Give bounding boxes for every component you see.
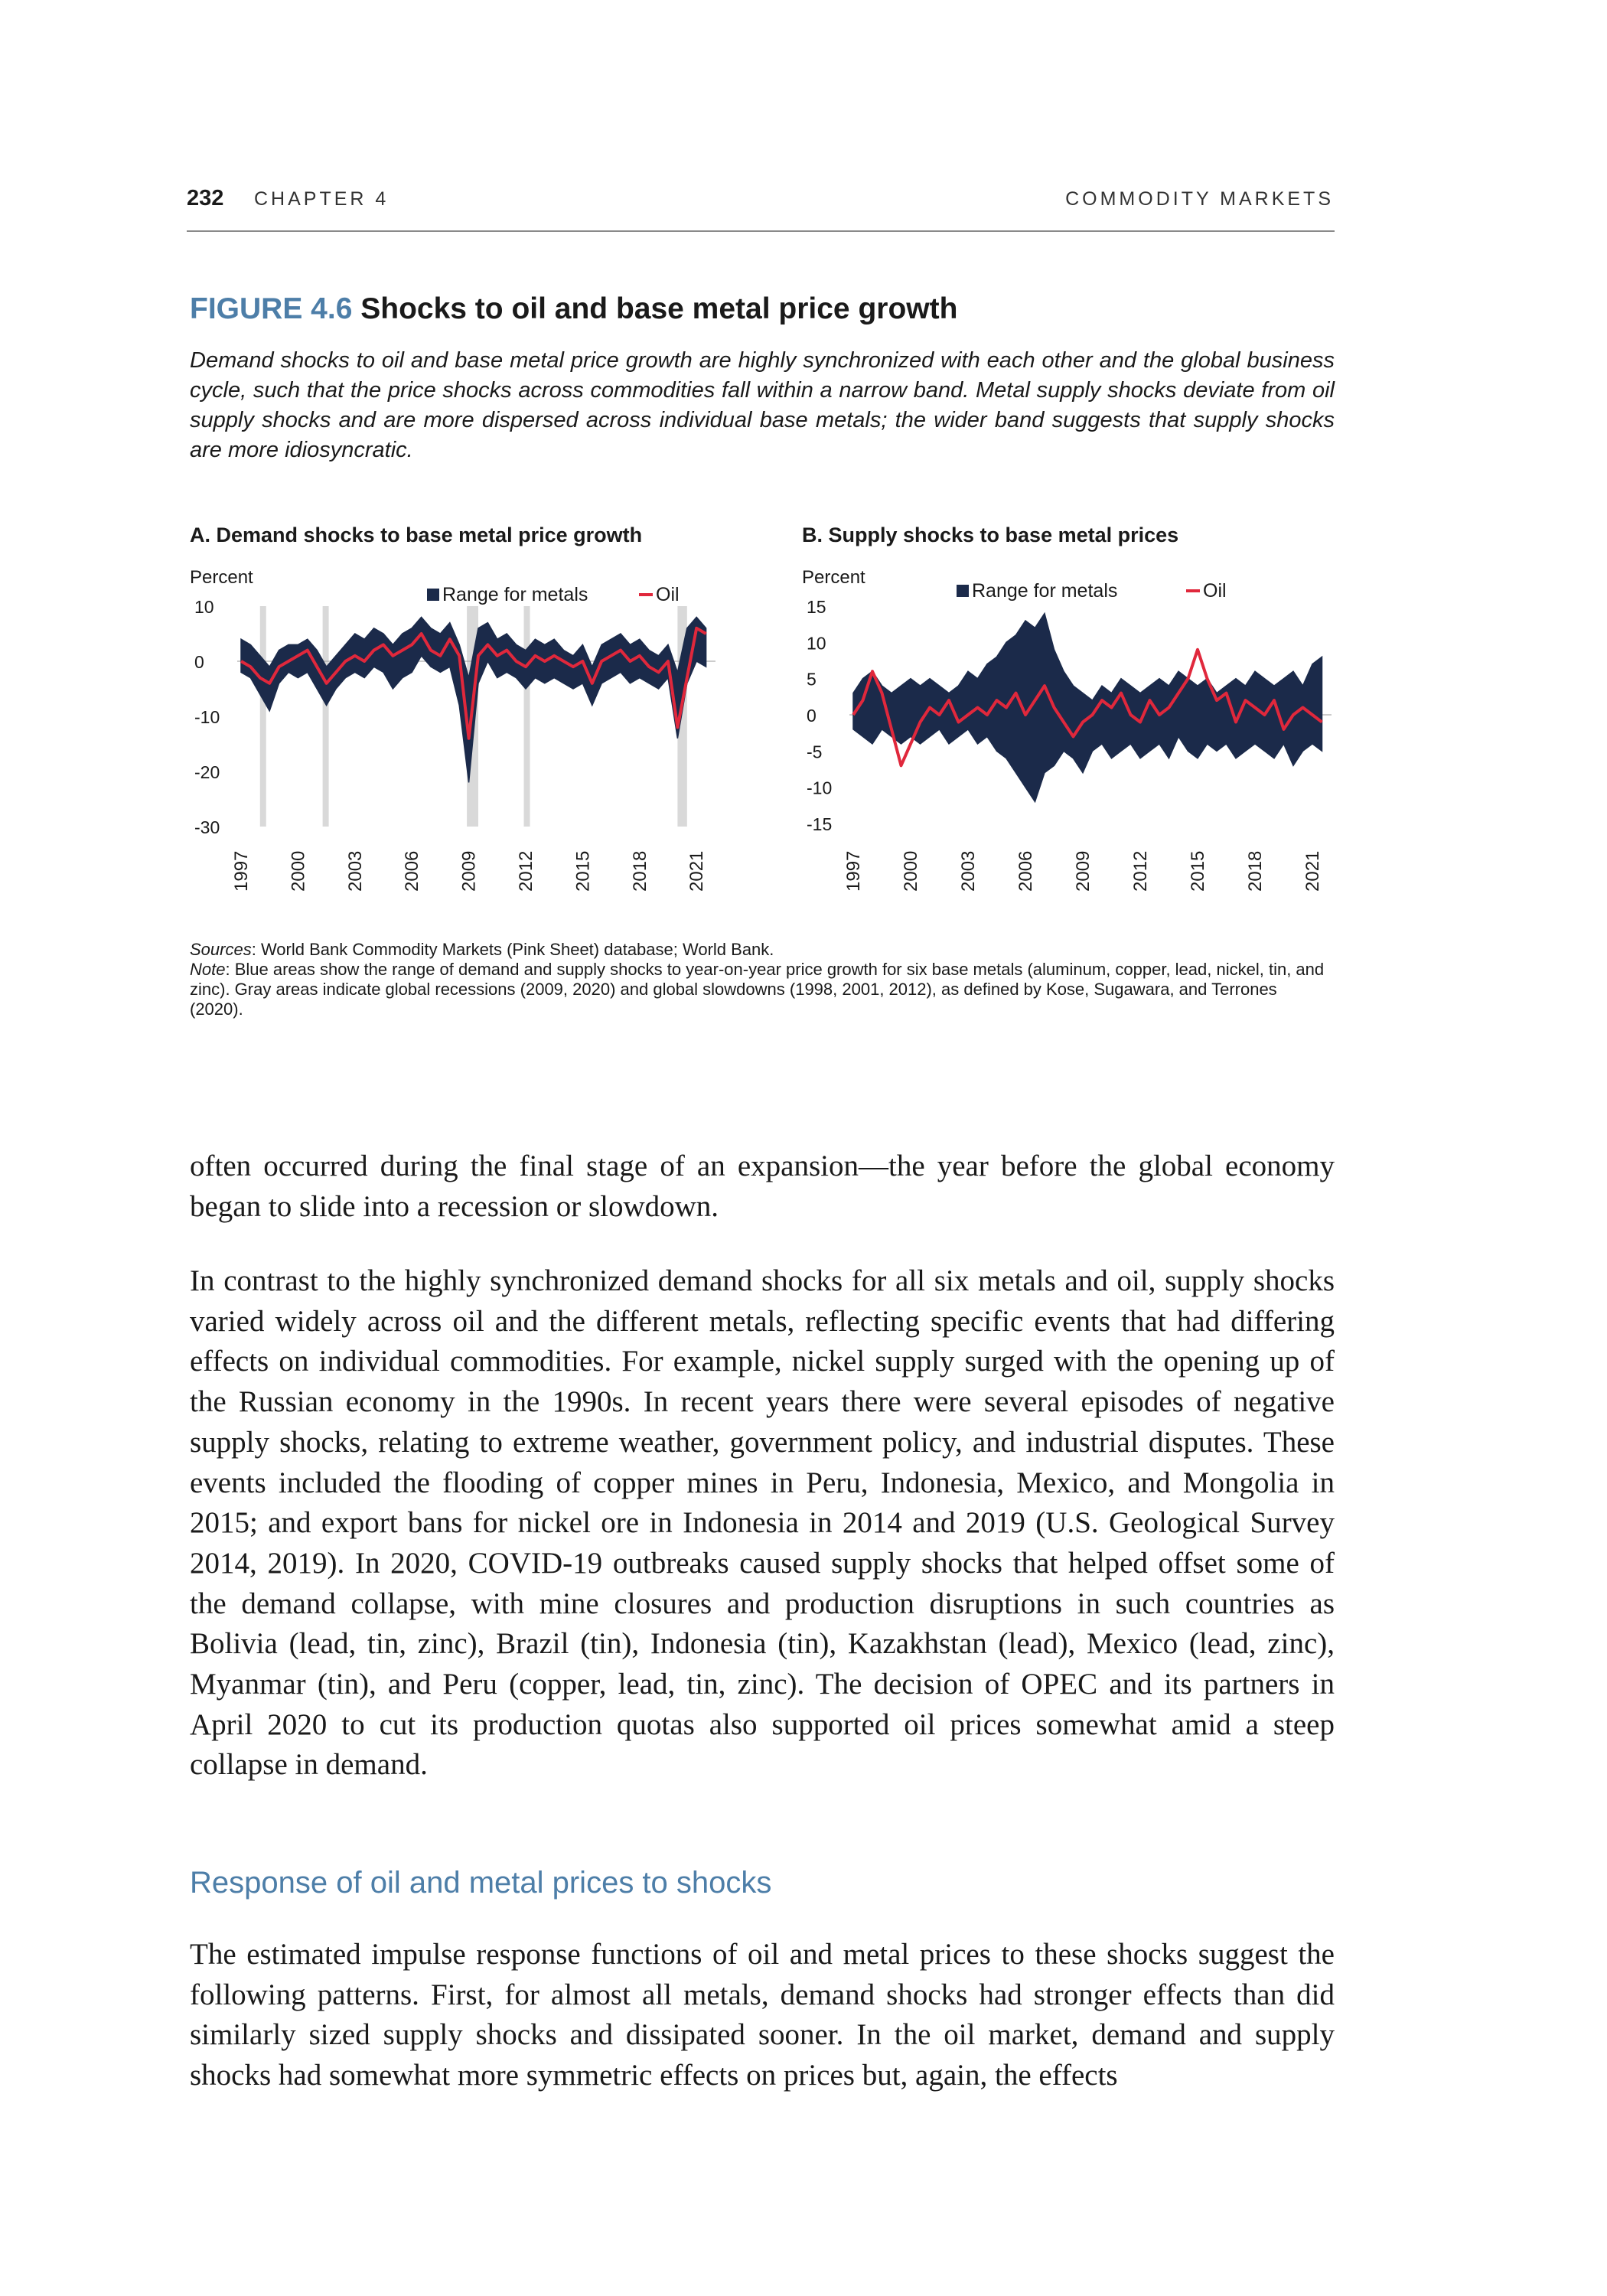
x-tick-label: 2018 [1245, 850, 1266, 892]
x-tick-label: 2000 [901, 850, 921, 892]
x-tick-label: 2015 [1188, 850, 1208, 892]
y-tick-label: -15 [807, 814, 833, 834]
y-axis-label: Percent [802, 567, 865, 588]
chart-panel-a [184, 566, 735, 903]
x-tick-label: 2000 [288, 850, 309, 892]
figure-title [190, 292, 957, 326]
page-number: 232 [187, 186, 224, 210]
x-tick-label: 2003 [958, 850, 979, 892]
x-tick-label: 2012 [1130, 850, 1151, 892]
figure-lead: Demand shocks to oil and base metal price growth are highly synchronized with each other and the global business cycle, such that the price shocks across commodities fall within a narrow band. Metal supply shocks deviate from oil supply shocks and are more dispersed across individual base metals; the wider band suggests that supply shocks are more idiosyncratic. [190, 348, 1335, 462]
recession-band [524, 606, 530, 827]
y-tick-label: 10 [807, 633, 826, 654]
x-tick-label: 1997 [843, 850, 864, 892]
section-heading: Response of oil and metal prices to shocks [190, 1866, 772, 1900]
x-tick-label: 2006 [402, 850, 423, 892]
y-tick-label: -5 [807, 742, 823, 762]
panel-b-title: B. Supply shocks to base metal prices [802, 523, 1179, 546]
chapter-label: CHAPTER 4 [254, 188, 390, 210]
chart-panel-b [796, 566, 1347, 903]
x-tick-label: 2003 [344, 850, 366, 892]
y-tick-label: 15 [807, 597, 826, 617]
y-tick-label: 0 [807, 706, 817, 726]
running-title: COMMODITY MARKETS [1065, 188, 1334, 210]
legend-label-oil: Oil [1203, 580, 1227, 602]
note-line: Note: Blue areas show the range of demand and supply shocks to year-on-year price growth for six base metals (aluminum, copper, lead, nickel, tin, and zinc). Gray areas indicate global recessions (2009, 2020) and global slowdowns (1998, 2001, 2012), as defined by Kose, Sugawara, and Terrones (2020). [190, 960, 1325, 1019]
x-tick-label: 2009 [458, 850, 480, 892]
recession-band [260, 606, 266, 827]
y-tick-label: -20 [194, 762, 220, 782]
y-tick-label: -10 [194, 707, 220, 727]
metals-range-area [853, 614, 1322, 802]
figure-title-text: Shocks to oil and base metal price growth [360, 292, 958, 325]
sources-line: Sources: World Bank Commodity Markets (Pink Sheet) database; World Bank. [190, 940, 774, 959]
x-tick-label: 2009 [1073, 850, 1094, 892]
y-tick-label: -10 [807, 778, 833, 798]
body-paragraph-3: The estimated impulse response functions of oil and metal prices to these shocks suggest the following patterns. First, for almost all metals, demand shocks had stronger effects than did similarly sized supply shocks and dissipated sooner. In the oil market, demand and supply shocks had somewhat more symmetric effects on prices but, again, the effects [190, 1938, 1335, 2092]
legend-label-range: Range for metals [972, 580, 1118, 602]
recession-band [323, 606, 329, 827]
figure-notes [190, 940, 1335, 1019]
body-paragraph-2: In contrast to the highly synchronized demand shocks for all six metals and oil, supply shocks varied widely across oil and the different metals, reflecting specific events that had differing effects on individual commodities. For example, nickel supply surged with the opening up of the Russian economy in the 1990s. In recent years there were several episodes of negative supply shocks, relating to extreme weather, government policy, and industrial disputes. These events included the flooding of copper mines in Peru, Indonesia, Mexico, and Mongolia in 2015; and export bans for nickel ore in Indonesia in 2014 and 2019 (U.S. Geological Survey 2014, 2019). In 2020, COVID-19 outbreaks caused supply shocks that helped offset some of the demand collapse, with mine closures and production disruptions in such countries as Bolivia (lead, tin, zinc), Brazil (tin), Indonesia (tin), Kazakhstan (lead), Mexico (lead, zinc), Myanmar (tin), and Peru (copper, lead, tin, zinc). The decision of OPEC and its partners in April 2020 to cut its production quotas also supported oil prices somewhat amid a steep collapse in demand. [190, 1264, 1335, 1782]
legend-swatch-range [957, 585, 969, 597]
x-tick-label: 2021 [686, 850, 708, 892]
body-paragraph-1: often occurred during the final stage of an expansion—the year before the global economy began to slide into a recession or slowdown. [190, 1150, 1335, 1223]
x-tick-label: 2021 [1302, 850, 1323, 892]
y-axis-label: Percent [190, 567, 253, 588]
x-tick-label: 2006 [1015, 850, 1036, 892]
panel-a-title: A. Demand shocks to base metal price growth [190, 523, 643, 546]
figure-label: FIGURE 4.6 [190, 292, 353, 325]
x-tick-label: 2012 [515, 850, 536, 892]
y-tick-label: 10 [194, 597, 214, 617]
legend-label-oil: Oil [656, 584, 680, 605]
x-tick-label: 1997 [230, 850, 252, 892]
y-tick-label: 0 [194, 652, 204, 672]
header-rule [187, 230, 1335, 232]
y-tick-label: 5 [807, 669, 817, 690]
legend-swatch-range [427, 589, 439, 601]
x-tick-label: 2018 [629, 850, 650, 892]
y-tick-label: -30 [194, 817, 220, 837]
legend-label-range: Range for metals [442, 584, 588, 605]
x-tick-label: 2015 [572, 850, 594, 892]
